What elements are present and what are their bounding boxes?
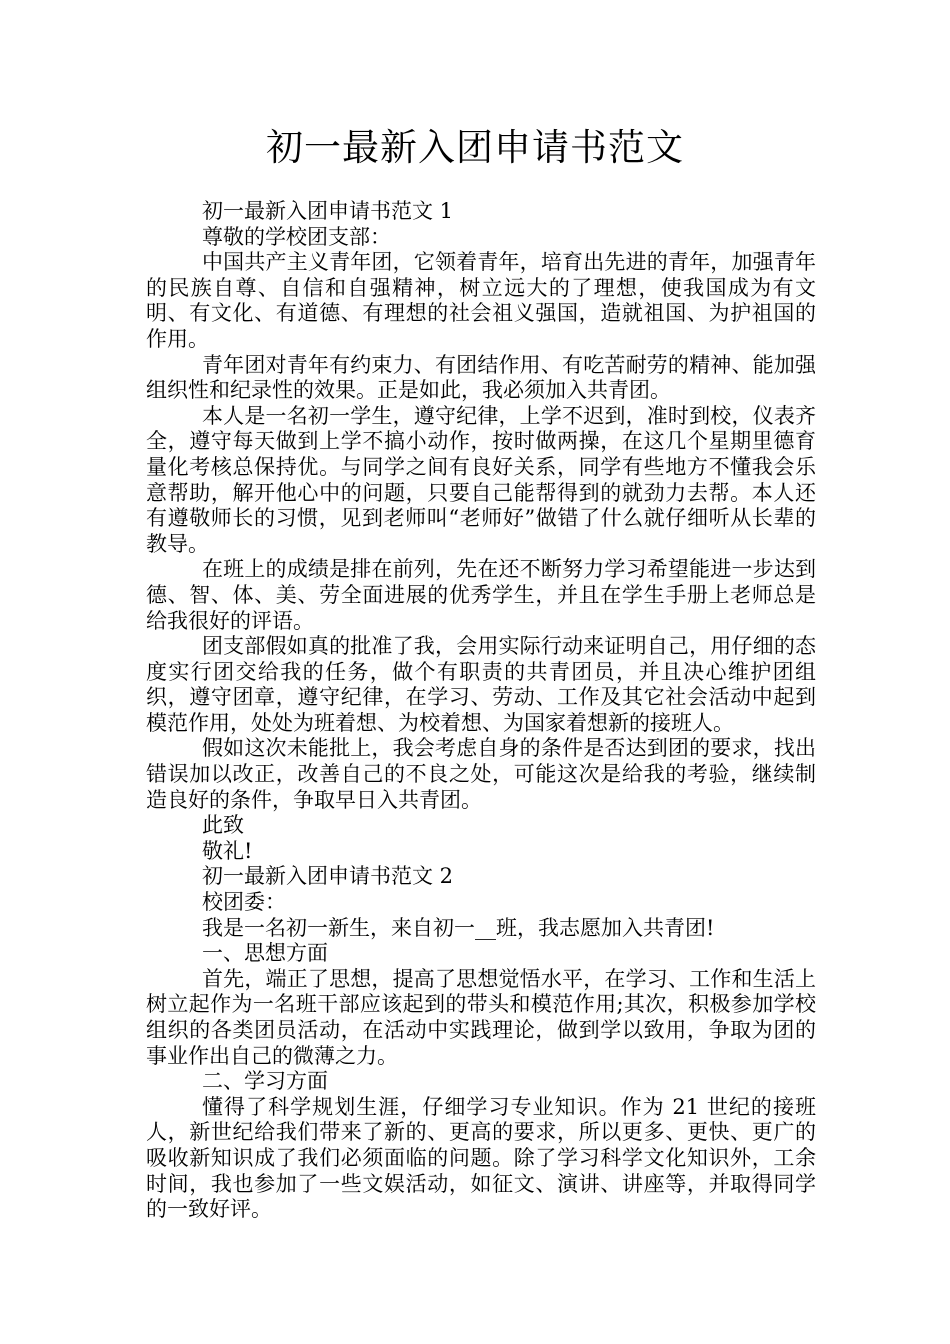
- paragraph: 青年团对青年有约束力、有团结作用、有吃苦耐劳的精神、能加强组织性和纪录性的效果。正是如此，我必须加入共青团。: [146, 352, 816, 403]
- paragraph: 团支部假如真的批准了我，会用实际行动来证明自己，用仔细的态度实行团交给我的任务，做个有职责的共青团员，并且决心维护团组织，遵守团章，遵守纪律，在学习、劳动、工作及其它社会活动中起到模范作用，处处为班着想、为校着想、为国家着想新的接班人。: [146, 634, 816, 735]
- section-heading: 初一最新入团申请书范文 1: [202, 199, 454, 223]
- subheading: 一、思想方面: [202, 941, 328, 966]
- paragraph: 我是一名初一新生，来自初一__班，我志愿加入共青团!: [202, 915, 715, 940]
- closing-line: 敬礼!: [202, 838, 253, 863]
- paragraph: 本人是一名初一学生，遵守纪律，上学不迟到，准时到校，仪表齐全，遵守每天做到上学不搞小动作，按时做两操，在这几个星期里德育量化考核总保持优。与同学之间有良好关系，同学有些地方不懂我会乐意帮助，解开他心中的问题，只要自己能帮得到的就劲力去帮。本人还有遵敬师长的习惯，见到老师叫“老师好”做错了什么就仔细听从长辈的教导。: [146, 403, 816, 556]
- paragraph: 假如这次未能批上，我会考虑自身的条件是否达到团的要求，找出错误加以改正，改善自己的不良之处，可能这次是给我的考验，继续制造良好的条件，争取早日入共青团。: [146, 736, 816, 812]
- subheading: 二、学习方面: [202, 1069, 328, 1094]
- paragraph: 首先，端正了思想，提高了思想觉悟水平，在学习、工作和生活上树立起作为一名班干部应该起到的带头和模范作用;其次，积极参加学校组织的各类团员活动，在活动中实践理论，做到学以致用，争取为团的事业作出自己的微薄之力。: [146, 966, 816, 1068]
- section-heading: 初一最新入团申请书范文 2: [202, 864, 454, 889]
- closing-line: 此致: [202, 813, 244, 838]
- salutation: 校团委：: [202, 890, 286, 915]
- document-body: [146, 199, 816, 1223]
- salutation: 尊敬的学校团支部：: [202, 224, 391, 249]
- paragraph: 中国共产主义青年团，它领着青年，培育出先进的青年，加强青年的民族自尊、自信和自强精神，树立远大的了理想，使我国成为有文明、有文化、有道德、有理想的社会祖义强国，造就祖国、为护祖国的作用。: [146, 250, 816, 351]
- paragraph: 在班上的成绩是排在前列，先在还不断努力学习希望能进一步达到德、智、体、美、劳全面进展的优秀学生，并且在学生手册上老师总是给我很好的评语。: [146, 557, 816, 633]
- document-title: 初一最新入团申请书范文: [266, 126, 684, 169]
- paragraph: 懂得了科学规划生涯，仔细学习专业知识。作为 21 世纪的接班人，新世纪给我们带来了新的、更高的要求，所以更多、更快、更广的吸收新知识成了我们必须面临的问题。除了学习科学文化知识外，工余时间，我也参加了一些文娱活动，如征文、演讲、讲座等，并取得同学的一致好评。: [146, 1094, 816, 1222]
